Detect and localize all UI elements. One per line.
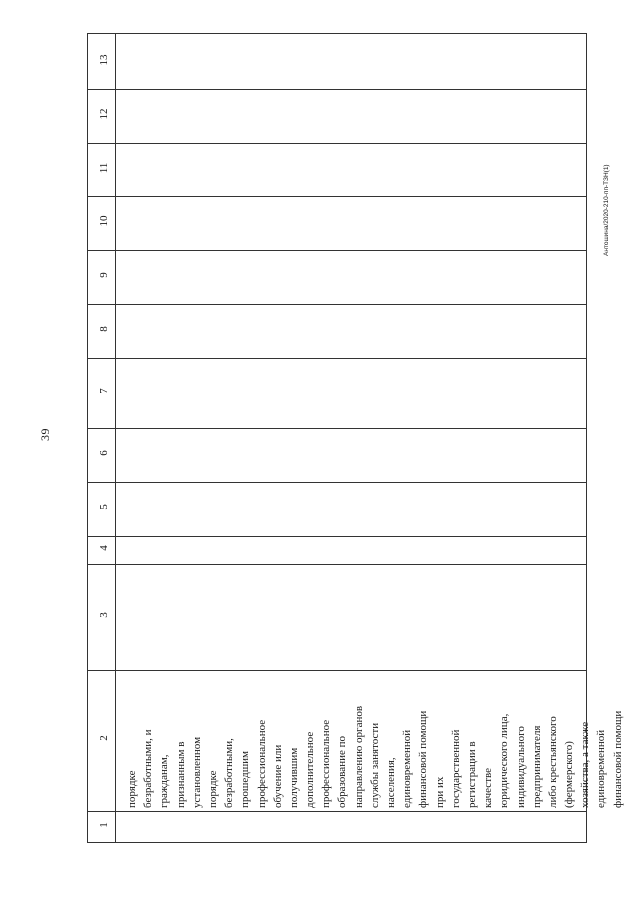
- col-border-12-11: [88, 143, 586, 144]
- col2-line: установленном: [190, 736, 203, 808]
- page-number: 39: [38, 428, 52, 441]
- column-number-13: 13: [98, 54, 110, 66]
- col2-line: предпринимателя: [530, 725, 543, 808]
- column-number-2: 2: [98, 735, 110, 741]
- col2-line: населения,: [385, 757, 397, 808]
- column-2-text: [124, 706, 626, 808]
- column-number-10: 10: [98, 215, 110, 227]
- col-border-8-7: [88, 358, 586, 359]
- col2-line: индивидуального: [514, 726, 527, 808]
- col2-line: обучение или: [271, 744, 284, 808]
- col-border-3-2: [88, 670, 586, 671]
- col2-line: единовременной: [401, 729, 414, 808]
- col2-line: хозяйства, а также: [579, 721, 592, 808]
- col-border-4-3: [88, 564, 586, 565]
- col2-line: порядке: [126, 770, 138, 808]
- column-number-4: 4: [98, 545, 110, 551]
- col2-line: прошедшим: [239, 750, 252, 808]
- col2-line: направлению органов: [352, 705, 365, 808]
- column-number-9: 9: [98, 272, 110, 278]
- column-number-1: 1: [98, 822, 110, 828]
- column-number-12: 12: [98, 108, 110, 120]
- col2-line: финансовой помощи: [611, 710, 624, 808]
- col2-line: порядке: [206, 770, 219, 808]
- col-border-9-8: [88, 304, 586, 305]
- col2-line: финансовой помощи: [417, 710, 430, 808]
- col2-line: государственной: [449, 729, 462, 808]
- document-code: Антошина/2020-210-пп-ТЗН(1): [603, 164, 610, 256]
- col-border-5-4: [88, 536, 586, 537]
- column-number-5: 5: [98, 504, 110, 510]
- col2-line: профессиональное: [255, 719, 268, 808]
- col2-line: юридического лица,: [498, 713, 511, 808]
- col2-line: либо крестьянского: [546, 716, 559, 808]
- col2-line: службы занятости: [368, 722, 381, 808]
- header-separator: [115, 34, 116, 842]
- column-number-11: 11: [98, 162, 110, 174]
- col2-line: единовременной: [595, 729, 608, 808]
- col2-line: при их: [433, 776, 446, 808]
- col-border-13-12: [88, 89, 586, 90]
- col2-line: качестве: [482, 767, 495, 808]
- column-number-7: 7: [98, 388, 110, 394]
- col2-line: безработными,: [223, 738, 236, 808]
- col-border-10-9: [88, 250, 586, 251]
- col2-line: гражданам,: [158, 754, 171, 808]
- col-border-2-1: [88, 811, 586, 812]
- column-number-6: 6: [98, 450, 110, 456]
- col-border-11-10: [88, 196, 586, 197]
- col2-line: (фермерского): [563, 741, 576, 808]
- col2-line: дополнительное: [304, 731, 317, 808]
- col2-line: признанным в: [174, 741, 187, 808]
- column-number-8: 8: [98, 326, 110, 332]
- col2-line: безработными, и: [142, 729, 155, 808]
- col2-line: образование по: [336, 736, 349, 808]
- col2-line: получившим: [287, 747, 300, 808]
- col2-line: регистрации в: [465, 741, 478, 808]
- column-number-3: 3: [98, 612, 110, 618]
- col-border-7-6: [88, 428, 586, 429]
- col2-line: профессиональное: [320, 719, 333, 808]
- col-border-6-5: [88, 482, 586, 483]
